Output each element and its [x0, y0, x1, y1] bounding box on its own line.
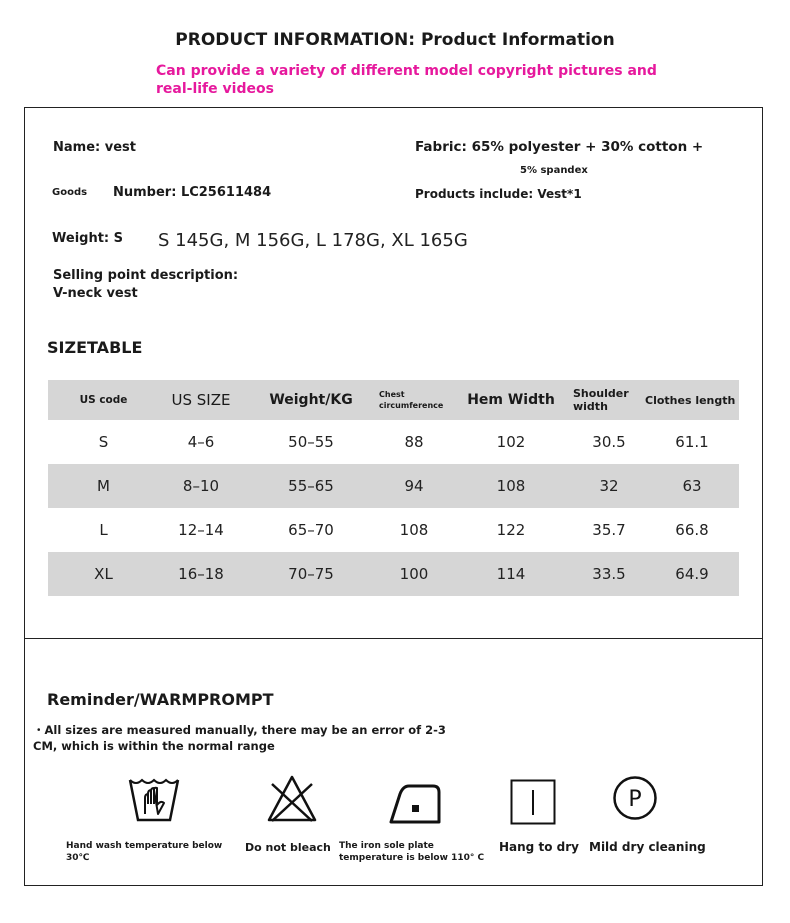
cell-chest: 88 [404, 433, 424, 451]
hang-dry-icon [510, 779, 556, 825]
cell-shoulder: 32 [599, 477, 619, 495]
col-length: Clothes length [645, 393, 736, 407]
col-weight: Weight/KG [269, 392, 353, 408]
table-header-row [48, 380, 739, 420]
cell-hem-width: 108 [496, 477, 526, 495]
reminder-title: Reminder/WARMPROMPT [47, 690, 274, 709]
no-bleach-icon [266, 774, 318, 824]
dry-clean-icon [612, 775, 658, 821]
iron-label: The iron sole plate temperature is below 110° C [339, 841, 485, 863]
selling-point-value: V-neck vest [53, 286, 138, 301]
cell-us-size: 16–18 [178, 565, 224, 583]
cell-shoulder: 30.5 [592, 433, 626, 451]
goods-label: Goods [52, 187, 88, 198]
cell-chest: 94 [404, 477, 424, 495]
page-title: PRODUCT INFORMATION: Product Information [175, 30, 615, 50]
col-us-code: US code [79, 394, 128, 406]
cell-weight: 55–65 [288, 477, 334, 495]
hang-dry-label: Hang to dry [499, 840, 579, 854]
iron-icon [389, 782, 441, 826]
weights-values: S 145G, M 156G, L 178G, XL 165G [158, 230, 468, 251]
products-include: Products include: Vest*1 [415, 187, 582, 201]
no-bleach-label: Do not bleach [245, 841, 331, 854]
cell-us-size: 8–10 [182, 477, 220, 495]
cell-length: 66.8 [675, 521, 709, 539]
cell-chest: 100 [399, 565, 429, 583]
cell-hem-width: 122 [496, 521, 526, 539]
cell-hem-width: 114 [496, 565, 526, 583]
cell-chest: 108 [399, 521, 429, 539]
promo-text: Can provide a variety of different model copyright pictures and real-life videos [156, 63, 657, 97]
hand-wash-label: Hand wash temperature below 30℃ [66, 841, 223, 863]
cell-weight: 70–75 [288, 565, 334, 583]
cell-length: 63 [682, 477, 702, 495]
cell-weight: 65–70 [288, 521, 334, 539]
cell-hem-width: 102 [496, 433, 526, 451]
dry-clean-letter: P [628, 787, 642, 812]
table-row [48, 464, 739, 508]
cell-us-size: 4–6 [187, 433, 215, 451]
sizetable-title: SIZETABLE [47, 338, 143, 357]
goods-number: Number: LC25611484 [113, 185, 272, 200]
cell-length: 64.9 [675, 565, 709, 583]
cell-us-code: XL [94, 565, 113, 583]
section-divider [24, 638, 763, 639]
table-row [48, 552, 739, 596]
cell-us-size: 12–14 [178, 521, 224, 539]
cell-shoulder: 33.5 [592, 565, 626, 583]
selling-point-label: Selling point description: [53, 268, 239, 283]
dry-clean-label: Mild dry cleaning [589, 840, 706, 854]
col-chest: Chest circumference [379, 390, 444, 410]
cell-us-code: S [98, 433, 109, 451]
cell-us-code: L [99, 521, 108, 539]
weight-label: Weight: S [52, 231, 124, 246]
col-shoulder: Shoulder width [573, 387, 629, 413]
col-us-size: US SIZE [171, 391, 231, 409]
size-table [48, 380, 739, 596]
fabric-info: Fabric: 65% polyester + 30% cotton + [415, 139, 704, 155]
cell-length: 61.1 [675, 433, 709, 451]
cell-weight: 50–55 [288, 433, 334, 451]
fabric-info-cont: 5% spandex [520, 165, 588, 176]
table-row [48, 420, 739, 464]
col-hem-width: Hem Width [467, 392, 555, 408]
hand-wash-icon [128, 774, 180, 826]
product-name: Name: vest [53, 140, 136, 155]
reminder-text: ・All sizes are measured manually, there may be an error of 2-3 CM, which is within the normal range [33, 723, 446, 753]
table-row [48, 508, 739, 552]
cell-us-code: M [97, 477, 110, 495]
cell-shoulder: 35.7 [592, 521, 626, 539]
